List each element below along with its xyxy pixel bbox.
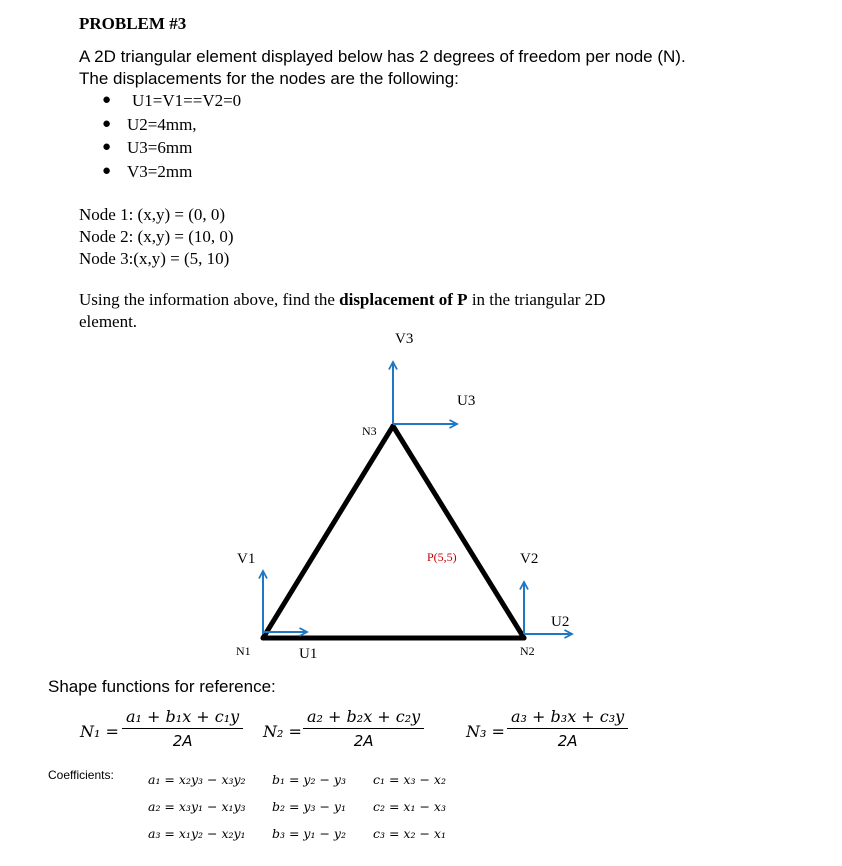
- coef-c3: c₃ = x₂ − x₁: [373, 826, 446, 841]
- list-item: ● U3=6mm: [127, 136, 241, 160]
- n2-fraction: [303, 707, 424, 750]
- intro-line-2: The displacements for the nodes are the following:: [79, 69, 459, 88]
- n1-denominator: 2A: [172, 732, 193, 750]
- n3-denominator: 2A: [557, 732, 578, 750]
- v1-label: V1: [237, 551, 256, 567]
- problem-title: PROBLEM #3: [79, 14, 187, 33]
- question-line-1: Using the information above, find the displacement of P in the triangular 2D: [79, 290, 606, 309]
- n3-lhs: N₃ =: [466, 722, 505, 741]
- question-bold: displacement of P: [339, 290, 468, 309]
- bullet-icon: ●: [102, 115, 112, 132]
- n1-label: N1: [236, 644, 251, 658]
- u3-label: U3: [457, 393, 476, 409]
- coef-b2: b₂ = y₃ − y₁: [272, 799, 346, 814]
- triangle-element: [263, 426, 524, 638]
- coefficients-label: Coefficients:: [48, 768, 114, 782]
- n3-numerator: a₃ + b₃x + c₃y: [507, 707, 628, 729]
- point-p-label: P(5,5): [427, 550, 457, 564]
- coef-c1: c₁ = x₃ − x₂: [373, 772, 446, 787]
- bullet-icon: ●: [102, 92, 112, 108]
- node-2-coords: Node 2: (x,y) = (10, 0): [79, 227, 234, 246]
- u2-label: U2: [551, 614, 570, 630]
- coef-a1: a₁ = x₂y₃ − x₃y₂: [148, 772, 246, 787]
- edge-n3-n2: [393, 426, 524, 638]
- intro-line-1: A 2D triangular element displayed below has 2 degrees of freedom per node (N).: [79, 47, 686, 66]
- v3-label: V3: [395, 331, 414, 347]
- n2-lhs: N₂ =: [263, 722, 302, 741]
- list-item: ● U1=V1==V2=0: [127, 89, 241, 113]
- n3-label: N3: [362, 424, 377, 438]
- v2-label: V2: [520, 551, 539, 567]
- n2-numerator: a₂ + b₂x + c₂y: [303, 707, 424, 729]
- n2-denominator: 2A: [353, 732, 374, 750]
- coef-b3: b₃ = y₁ − y₂: [272, 826, 346, 841]
- node-1-coords: Node 1: (x,y) = (0, 0): [79, 205, 226, 224]
- list-item: ● V3=2mm: [127, 160, 241, 184]
- coef-c2: c₂ = x₁ − x₃: [373, 799, 446, 814]
- n3-fraction: [507, 707, 628, 750]
- bullet-icon: ●: [102, 162, 112, 179]
- shape-functions-heading: Shape functions for reference:: [48, 677, 276, 696]
- u1-label: U1: [299, 646, 318, 662]
- edge-n1-n3: [263, 426, 393, 638]
- node-3-coords: Node 3:(x,y) = (5, 10): [79, 249, 230, 268]
- list-item: ● U2=4mm,: [127, 113, 241, 137]
- question-line-2: element.: [79, 312, 138, 331]
- coef-a2: a₂ = x₃y₁ − x₁y₃: [148, 799, 246, 814]
- n1-fraction: [122, 707, 243, 750]
- n1-numerator: a₁ + b₁x + c₁y: [122, 707, 243, 729]
- bullet-icon: ●: [102, 139, 112, 155]
- n2-label: N2: [520, 644, 535, 658]
- coef-a3: a₃ = x₁y₂ − x₂y₁: [148, 826, 246, 841]
- coef-b1: b₁ = y₂ − y₃: [272, 772, 346, 787]
- n1-lhs: N₁ =: [80, 722, 119, 741]
